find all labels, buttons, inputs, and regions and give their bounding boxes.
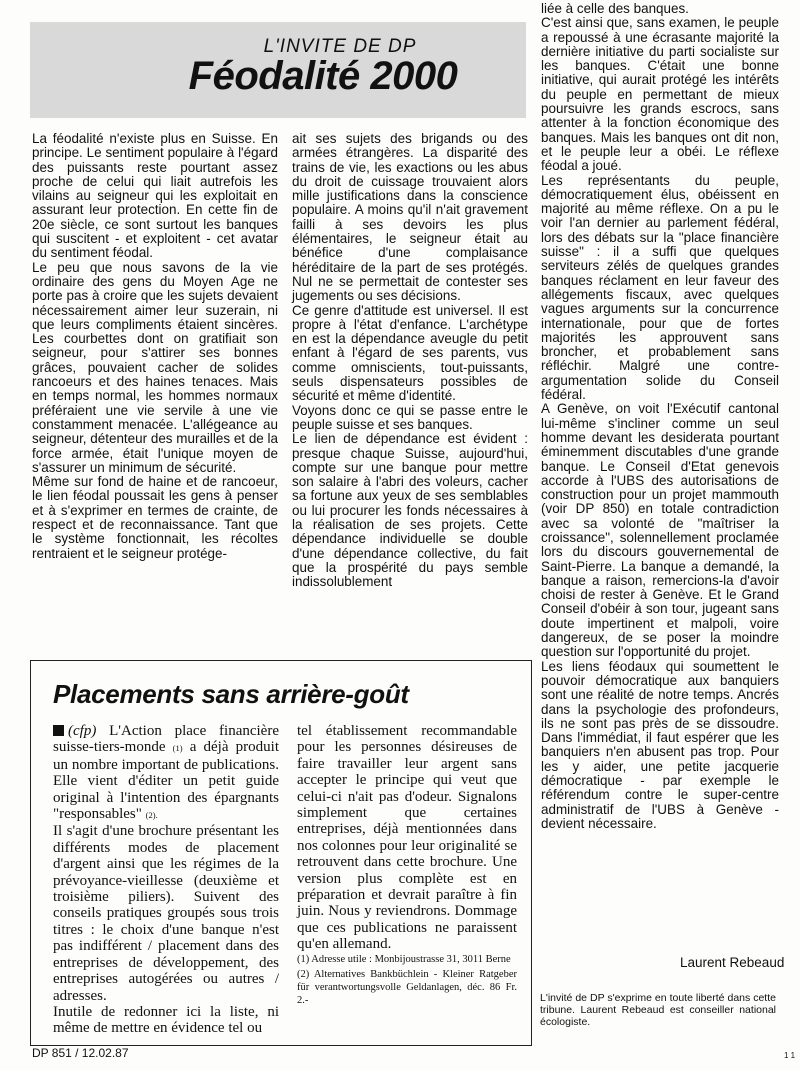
inset-text: a déjà produit un nombre important de publications. Elle vient d'éditer un petit guide original à l'intention des épargnants "responsables" xyxy=(53,739,279,823)
inset-paragraph xyxy=(53,723,279,823)
section-kicker: L'INVITE DE DP xyxy=(263,36,417,57)
inset-box xyxy=(30,660,532,1046)
inset-title: Placements sans arrière-goût xyxy=(53,679,409,709)
article-paragraph: Ce genre d'attitude est universel. Il est propre à l'état d'enfance. L'archétype en est la dépendance aveugle du petit enfant à l'égard de ses parents, vus comme omniscients, tout-puissants, seuls dispensateurs possibles de sécurité et même d'identité. xyxy=(292,302,528,404)
article-paragraph: Voyons donc ce qui se passe entre le peuple suisse et ses banques. xyxy=(292,402,528,432)
page-title: Féodalité 2000 xyxy=(188,54,458,98)
article-column-2 xyxy=(292,132,528,590)
article-paragraph: Le lien de dépendance est évident : presque chaque Suisse, aujourd'hui, compte sur une banque pour mettre son salaire à l'abri des voleurs, cacher sa fortune aux yeux de ses semblables ou lui procurer les fonds nécessaires à la réalisation de ses projets. Cette dépendance individuelle se double d'une dépendance collective, du fait que la prospérité du pays semble indissolublement xyxy=(292,431,528,590)
author-note: L'invité de DP s'exprime en toute liberté dans cette tribune. Laurent Rebeaud est conseiller national écologiste. xyxy=(540,992,776,1028)
header-box xyxy=(30,22,526,118)
article-paragraph: Les liens féodaux qui soumettent le pouvoir démocratique aux banquiers sont une réalité de notre temps. Ancrés dans la psychologie des profondeurs, ils ne sont pas près de se dissoudre. Dans l'immédiat, il faut espérer que les banquiers n'en abusent pas trop. Pour les y aider, une petite jacquerie démocratique - par exemple le référendum contre le super-centre administratif de l'UBS à Genève - devient nécessaire. xyxy=(541,658,779,831)
inset-paragraph: tel établissement recommandable pour les personnes désireuses de faire travailler leur argent sans accepter le principe qui veut que celui-ci n'ait pas d'odeur. Signalons simplement que certaines entreprises, déjà mentionnées dans nos colonnes pour leur originalité se retrouvent dans cette brochure. Une version plus complète est en préparation et devrait paraître à fin juin. Nous y reviendrons. Dommage que ces publications ne paraissent qu'en allemand. xyxy=(297,723,517,953)
inset-source: (cfp) xyxy=(68,723,97,739)
issue-footer: DP 851 / 12.02.87 xyxy=(32,1046,129,1060)
article-paragraph: Les représentants du peuple, démocratiquement élus, obéissent en majorité au même réflexe. On a pu le voir l'an dernier au parlement fédéral, lors des débats sur la "place financière suisse" : il a suffi que quelques serviteurs zélés de quelques grandes banques réclament en leur faveur des allégements fiscaux, avec quelques vagues arguments sur la concurrence internationale, pour que de fortes majorités les approuvent sans broncher, et probablement sans réfléchir. Malgré une contre-argumentation solide du Conseil fédéral. xyxy=(541,172,779,403)
article-column-3 xyxy=(541,2,779,831)
article-column-1 xyxy=(32,132,278,561)
author-signature: Laurent Rebeaud xyxy=(680,955,785,970)
reference-note: (1) Adresse utile : Monbijoustrasse 31, 3011 Berne xyxy=(297,953,511,965)
article-paragraph: Même sur fond de haine et de rancoeur, le lien féodal poussait les gens à penser et à s'exprimer en termes de crainte, de respect et de reconnaissance. Tant que le système fonctionnait, les récoltes rentraient et le seigneur protége- xyxy=(32,474,278,561)
inset-paragraph: Il s'agit d'une brochure présentant les différents modes de placement d'argent ainsi que les régimes de la prévoyance-vieillesse (deuxième et troisième piliers). Suivent des conseils pratiques groupés sous trois titres : le choix d'une banque n'est pas indifférent / placement dans des entreprises de développement, des entreprises autogérées ou autres / adresses. xyxy=(53,823,279,1004)
article-paragraph: C'est ainsi que, sans examen, le peuple a repoussé à une écrasante majorité la dernière initiative du parti socialiste sur les banques. C'était une bonne initiative, qui aurait protégé les intérêts du peuple en permettant de mieux poursuivre les grands escrocs, sans attenter à la fonction économique des banques. Mais les banques ont dit non, et le peuple leur a obéi. Le réflexe féodal a joué. xyxy=(541,15,779,174)
inset-paragraph: Inutile de redonner ici la liste, ni même de mettre en évidence tel ou xyxy=(53,1003,279,1037)
inset-column-1 xyxy=(53,723,279,1037)
article-paragraph: liée à celle des banques. xyxy=(541,1,689,16)
reference-note: (2) Alternatives Bankbüchlein - Kleiner Ratgeber für verantwortungsvolle Geldanlagen, déc. 86 Fr. 2.- xyxy=(297,968,517,1006)
page-marks: 1 1 xyxy=(784,1051,796,1060)
article-paragraph: A Genève, on voit l'Exécutif cantonal lui-même s'incliner comme un seul homme devant les desiderata pourtant éminemment discutables d'une grande banque. Le Conseil d'Etat genevois accorde à l'UBS des autorisations de construction pour un projet mammouth (voir DP 850) en totale contradiction avec sa volonté de "maîtriser la croissance", solennellement proclamée lors du discours gouvernemental de Saint-Pierre. La banque a demandé, la banque a raison, remercions-la d'avoir choisi de rester à Genève. Et le Grand Conseil d'obéir à son tour, jugeant sans doute impertinent et malpoli, voire dangereux, de se poser la moindre question sur l'opportunité du projet. xyxy=(541,401,779,660)
article-paragraph: La féodalité n'existe plus en Suisse. En principe. Le sentiment populaire à l'égard des puissants reste pourtant assez proche de celui qui liait autrefois les vilains au seigneur qui les exploitait en assurant leur protection. En cette fin de 20e siècle, ce sont surtout les banques qui suscitent - et exploitent - cet avatar du sentiment féodal. xyxy=(32,131,278,261)
reference-marker: (2). xyxy=(145,810,158,821)
article-paragraph: Le peu que nous savons de la vie ordinaire des gens du Moyen Age ne porte pas à croire que les sujets devaient nécessairement aimer leur suzerain, ni que leurs compliments étaient sincères. Les courbettes dont on gratifiait son seigneur, pour s'attirer ses bonnes grâces, pouvaient cacher de solides rancoeurs et des haines tenaces. Mais en temps normal, les hommes normaux préféraient une vie servile à une vie constamment menacée. L'allégeance au seigneur, détenteur des murailles et de la force armée, était l'unique moyen de s'assurer un minimum de sécurité. xyxy=(32,259,278,475)
bullet-square-icon xyxy=(53,725,64,736)
article-paragraph: ait ses sujets des brigands ou des armées étrangères. La disparité des trains de vie, les exactions ou les abus du droit de cuissage trouvaient alors mille justifications dans la conscience populaire. A moins qu'il n'ait gravement failli à ses devoirs les plus élémentaires, le seigneur était au bénéfice d'une complaisance héréditaire de la part de ses protégés. Nul ne se permettait de contester ses jugements ou ses décisions. xyxy=(292,131,528,304)
inset-text: L'Action place financière suisse-tiers-monde xyxy=(53,723,279,756)
inset-column-2 xyxy=(297,723,517,1007)
reference-marker: (1) xyxy=(172,743,183,754)
